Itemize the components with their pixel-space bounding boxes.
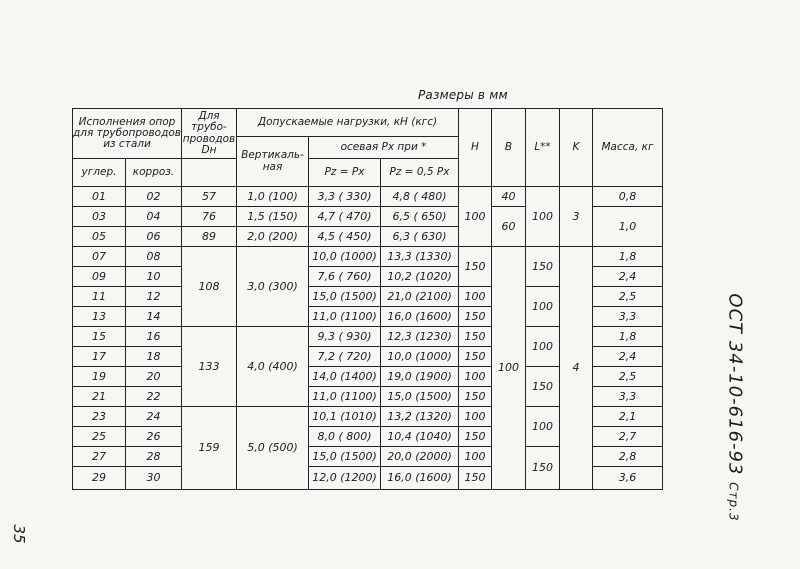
cell-corrosion: 30 bbox=[126, 467, 182, 490]
cell-pz-half: 12,3 (1230) bbox=[381, 327, 459, 347]
cell-h: 150 bbox=[459, 387, 492, 407]
cell-b: 60 bbox=[492, 207, 526, 247]
cell-pz-eq: 7,6 ( 760) bbox=[309, 267, 381, 287]
cell-pz-eq: 11,0 (1100) bbox=[309, 387, 381, 407]
cell-pz-eq: 4,5 ( 450) bbox=[309, 227, 381, 247]
cell-dn: 89 bbox=[182, 227, 237, 247]
cell-pz-eq: 15,0 (1500) bbox=[309, 447, 381, 467]
table-row bbox=[73, 247, 663, 267]
header-vertical: Вертикаль-ная bbox=[237, 137, 309, 187]
cell-corrosion: 18 bbox=[126, 347, 182, 367]
cell-carbon: 07 bbox=[73, 247, 126, 267]
cell-corrosion: 24 bbox=[126, 407, 182, 427]
cell-vertical: 1,5 (150) bbox=[237, 207, 309, 227]
cell-dn: 133 bbox=[182, 327, 237, 407]
header-loads: Допускаемые нагрузки, кН (кгс) bbox=[237, 109, 459, 137]
header-corrosion: корроз. bbox=[126, 159, 182, 187]
header-carbon: углер. bbox=[73, 159, 126, 187]
cell-pz-eq: 10,1 (1010) bbox=[309, 407, 381, 427]
cell-mass: 1,0 bbox=[593, 207, 663, 247]
cell-carbon: 13 bbox=[73, 307, 126, 327]
header-l: L** bbox=[526, 109, 560, 187]
header-axial: осевая Pх при * bbox=[309, 137, 459, 159]
cell-pz-eq: 15,0 (1500) bbox=[309, 287, 381, 307]
cell-pz-eq: 4,7 ( 470) bbox=[309, 207, 381, 227]
cell-vertical: 4,0 (400) bbox=[237, 327, 309, 407]
cell-h: 100 bbox=[459, 367, 492, 387]
cell-mass: 0,8 bbox=[593, 187, 663, 207]
cell-h: 150 bbox=[459, 427, 492, 447]
cell-mass: 3,3 bbox=[593, 307, 663, 327]
cell-carbon: 03 bbox=[73, 207, 126, 227]
cell-vertical: 5,0 (500) bbox=[237, 407, 309, 490]
cell-h: 100 bbox=[459, 287, 492, 307]
cell-pz-eq: 9,3 ( 930) bbox=[309, 327, 381, 347]
cell-k: 4 bbox=[560, 247, 593, 490]
cell-carbon: 05 bbox=[73, 227, 126, 247]
cell-corrosion: 22 bbox=[126, 387, 182, 407]
header-mass: Масса, кг bbox=[593, 109, 663, 187]
cell-b: 40 bbox=[492, 187, 526, 207]
cell-pz-half: 19,0 (1900) bbox=[381, 367, 459, 387]
cell-pz-eq: 7,2 ( 720) bbox=[309, 347, 381, 367]
cell-mass: 3,6 bbox=[593, 467, 663, 490]
cell-pz-eq: 11,0 (1100) bbox=[309, 307, 381, 327]
cell-dn: 108 bbox=[182, 247, 237, 327]
cell-pz-half: 4,8 ( 480) bbox=[381, 187, 459, 207]
cell-carbon: 21 bbox=[73, 387, 126, 407]
cell-corrosion: 16 bbox=[126, 327, 182, 347]
cell-mass: 2,5 bbox=[593, 367, 663, 387]
header-design: Исполнения опор для трубопроводов из стали bbox=[73, 109, 182, 159]
cell-corrosion: 10 bbox=[126, 267, 182, 287]
standard-code-text: ОСТ 34-10-616-93 bbox=[724, 293, 746, 476]
cell-carbon: 09 bbox=[73, 267, 126, 287]
cell-h: 150 bbox=[459, 467, 492, 490]
header-pz-half: Pz = 0,5 Px bbox=[381, 159, 459, 187]
cell-dn: 57 bbox=[182, 187, 237, 207]
cell-h: 150 bbox=[459, 327, 492, 347]
cell-l: 100 bbox=[526, 187, 560, 247]
cell-carbon: 19 bbox=[73, 367, 126, 387]
cell-mass: 1,8 bbox=[593, 247, 663, 267]
cell-pz-eq: 14,0 (1400) bbox=[309, 367, 381, 387]
cell-corrosion: 14 bbox=[126, 307, 182, 327]
cell-pz-half: 6,3 ( 630) bbox=[381, 227, 459, 247]
cell-corrosion: 08 bbox=[126, 247, 182, 267]
table-row bbox=[73, 187, 663, 207]
standard-page: Стр.3 bbox=[726, 482, 741, 522]
header-h: H bbox=[459, 109, 492, 187]
cell-l: 100 bbox=[526, 287, 560, 327]
cell-pz-half: 16,0 (1600) bbox=[381, 467, 459, 490]
cell-mass: 2,4 bbox=[593, 347, 663, 367]
cell-mass: 2,4 bbox=[593, 267, 663, 287]
cell-pz-half: 21,0 (2100) bbox=[381, 287, 459, 307]
cell-carbon: 27 bbox=[73, 447, 126, 467]
cell-pz-half: 10,4 (1040) bbox=[381, 427, 459, 447]
cell-corrosion: 02 bbox=[126, 187, 182, 207]
cell-l: 100 bbox=[526, 327, 560, 367]
cell-l: 150 bbox=[526, 447, 560, 490]
cell-pz-half: 20,0 (2000) bbox=[381, 447, 459, 467]
cell-pz-half: 10,0 (1000) bbox=[381, 347, 459, 367]
cell-l: 100 bbox=[526, 407, 560, 447]
cell-mass: 2,5 bbox=[593, 287, 663, 307]
cell-pz-eq: 10,0 (1000) bbox=[309, 247, 381, 267]
cell-corrosion: 28 bbox=[126, 447, 182, 467]
cell-h: 150 bbox=[459, 347, 492, 367]
cell-mass: 1,8 bbox=[593, 327, 663, 347]
cell-carbon: 15 bbox=[73, 327, 126, 347]
cell-k: 3 bbox=[560, 187, 593, 247]
cell-corrosion: 04 bbox=[126, 207, 182, 227]
cell-mass: 2,1 bbox=[593, 407, 663, 427]
cell-l: 150 bbox=[526, 367, 560, 407]
header-pipe-dn: Dн bbox=[201, 143, 217, 156]
cell-mass: 3,3 bbox=[593, 387, 663, 407]
cell-corrosion: 26 bbox=[126, 427, 182, 447]
header-k: K bbox=[560, 109, 593, 187]
cell-carbon: 25 bbox=[73, 427, 126, 447]
cell-carbon: 23 bbox=[73, 407, 126, 427]
cell-corrosion: 06 bbox=[126, 227, 182, 247]
header-b: B bbox=[492, 109, 526, 187]
cell-pz-half: 10,2 (1020) bbox=[381, 267, 459, 287]
cell-l: 150 bbox=[526, 247, 560, 287]
header-pipe: Для трубо-проводов Dн bbox=[182, 109, 237, 159]
support-spec-table bbox=[72, 108, 663, 490]
cell-corrosion: 20 bbox=[126, 367, 182, 387]
cell-corrosion: 12 bbox=[126, 287, 182, 307]
cell-pz-half: 15,0 (1500) bbox=[381, 387, 459, 407]
cell-pz-half: 13,2 (1320) bbox=[381, 407, 459, 427]
cell-carbon: 01 bbox=[73, 187, 126, 207]
cell-pz-half: 13,3 (1330) bbox=[381, 247, 459, 267]
cell-dn: 159 bbox=[182, 407, 237, 490]
cell-h: 150 bbox=[459, 247, 492, 287]
cell-mass: 2,8 bbox=[593, 447, 663, 467]
cell-pz-eq: 12,0 (1200) bbox=[309, 467, 381, 490]
header-pz-eq: Pz = Px bbox=[309, 159, 381, 187]
cell-dn: 76 bbox=[182, 207, 237, 227]
cell-carbon: 17 bbox=[73, 347, 126, 367]
cell-pz-eq: 3,3 ( 330) bbox=[309, 187, 381, 207]
cell-pz-half: 6,5 ( 650) bbox=[381, 207, 459, 227]
cell-h: 150 bbox=[459, 307, 492, 327]
cell-vertical: 1,0 (100) bbox=[237, 187, 309, 207]
cell-carbon: 11 bbox=[73, 287, 126, 307]
standard-code bbox=[725, 293, 746, 523]
dimensions-caption: Размеры в мм bbox=[418, 88, 508, 102]
cell-h: 100 bbox=[459, 187, 492, 247]
cell-b: 100 bbox=[492, 247, 526, 490]
cell-mass: 2,7 bbox=[593, 427, 663, 447]
cell-carbon: 29 bbox=[73, 467, 126, 490]
cell-vertical: 2,0 (200) bbox=[237, 227, 309, 247]
cell-pz-eq: 8,0 ( 800) bbox=[309, 427, 381, 447]
cell-vertical: 3,0 (300) bbox=[237, 247, 309, 327]
cell-h: 100 bbox=[459, 447, 492, 467]
cell-pz-half: 16,0 (1600) bbox=[381, 307, 459, 327]
cell-h: 100 bbox=[459, 407, 492, 427]
page-number: 35 bbox=[10, 524, 28, 544]
